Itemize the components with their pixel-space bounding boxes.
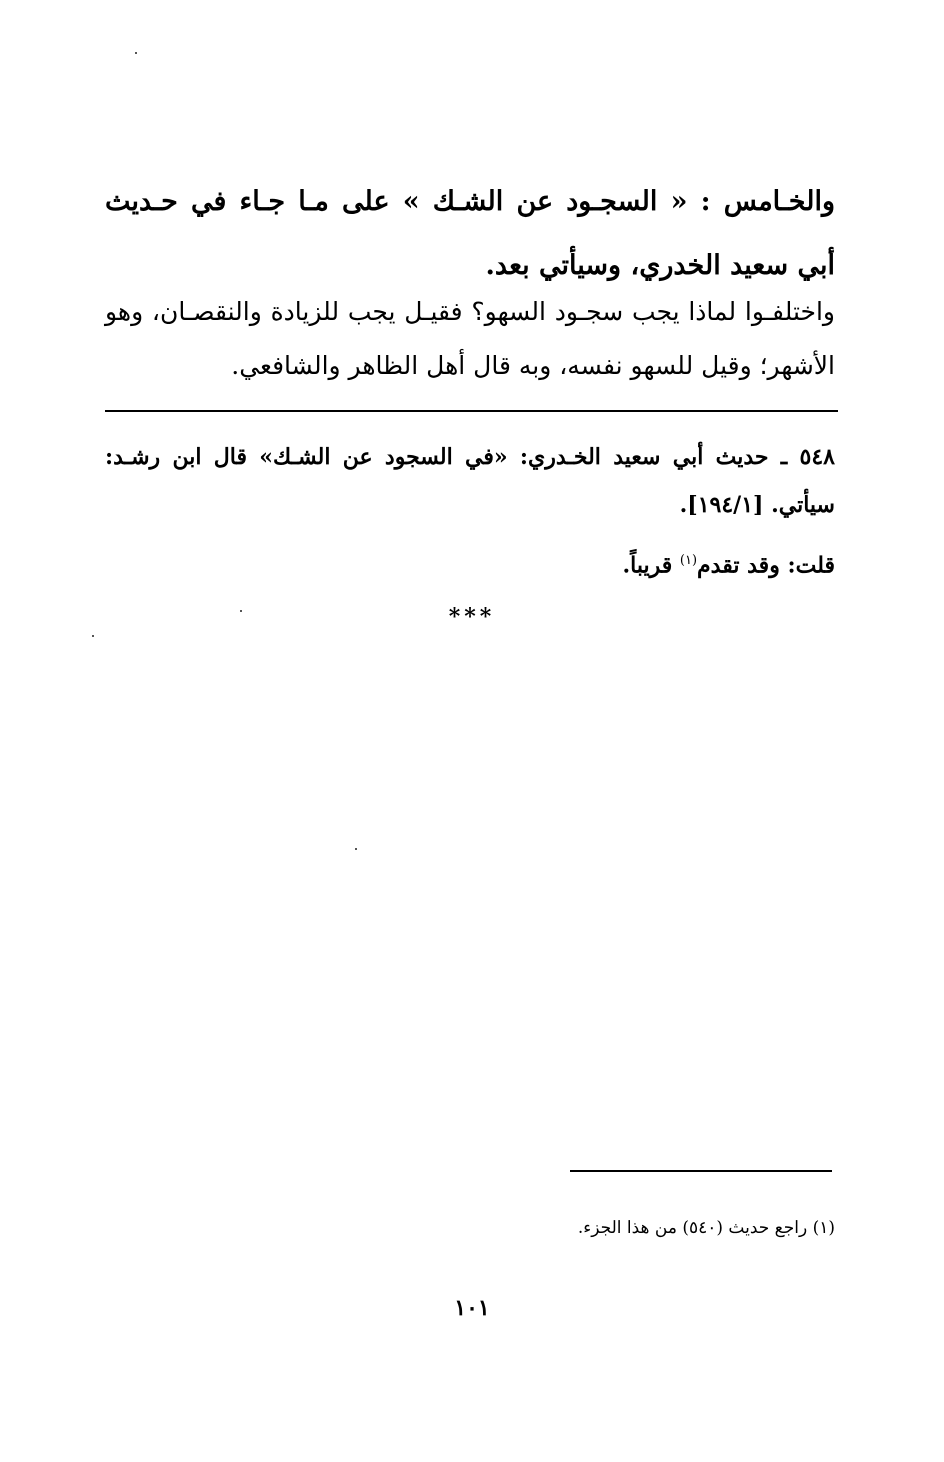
main-paragraph: واختلفـوا لماذا يجب سجـود السهو؟ فقيـل يجب للزيادة والنقصـان، وهو الأشهر؛ وقيل للسهو نفسه، وبه قال أهل الظاهر والشافعي. [105,297,835,380]
scan-speck [92,635,94,637]
qult-text: قلت: وقد تقدم [697,552,835,579]
hadith-entry: ٥٤٨ ـ حديث أبي سعيد الخـدري: «في السجود عن الشـك» قال ابن رشـد: سيأتي. [١٩٤/١]. [105,444,835,518]
qult-paragraph [105,537,835,589]
scan-speck [135,52,137,54]
scan-speck [240,610,242,612]
quote-paragraph: والخـامس : « السجـود عن الشـك » على مـا جـاء في حـديث أبي سعيد الخدري، وسيأتي بعد. [105,186,835,281]
section-separator: *** [448,604,496,630]
qult-end: قريباً. [622,552,680,579]
footnote-reference: (١) [679,553,698,568]
footnote: (١) راجع حديث (٥٤٠) من هذا الجزء. [577,1218,835,1238]
page-number: ١٠١ [454,1295,490,1321]
footnote-divider [570,1170,832,1172]
scan-speck [355,848,357,850]
section-divider [105,410,838,412]
